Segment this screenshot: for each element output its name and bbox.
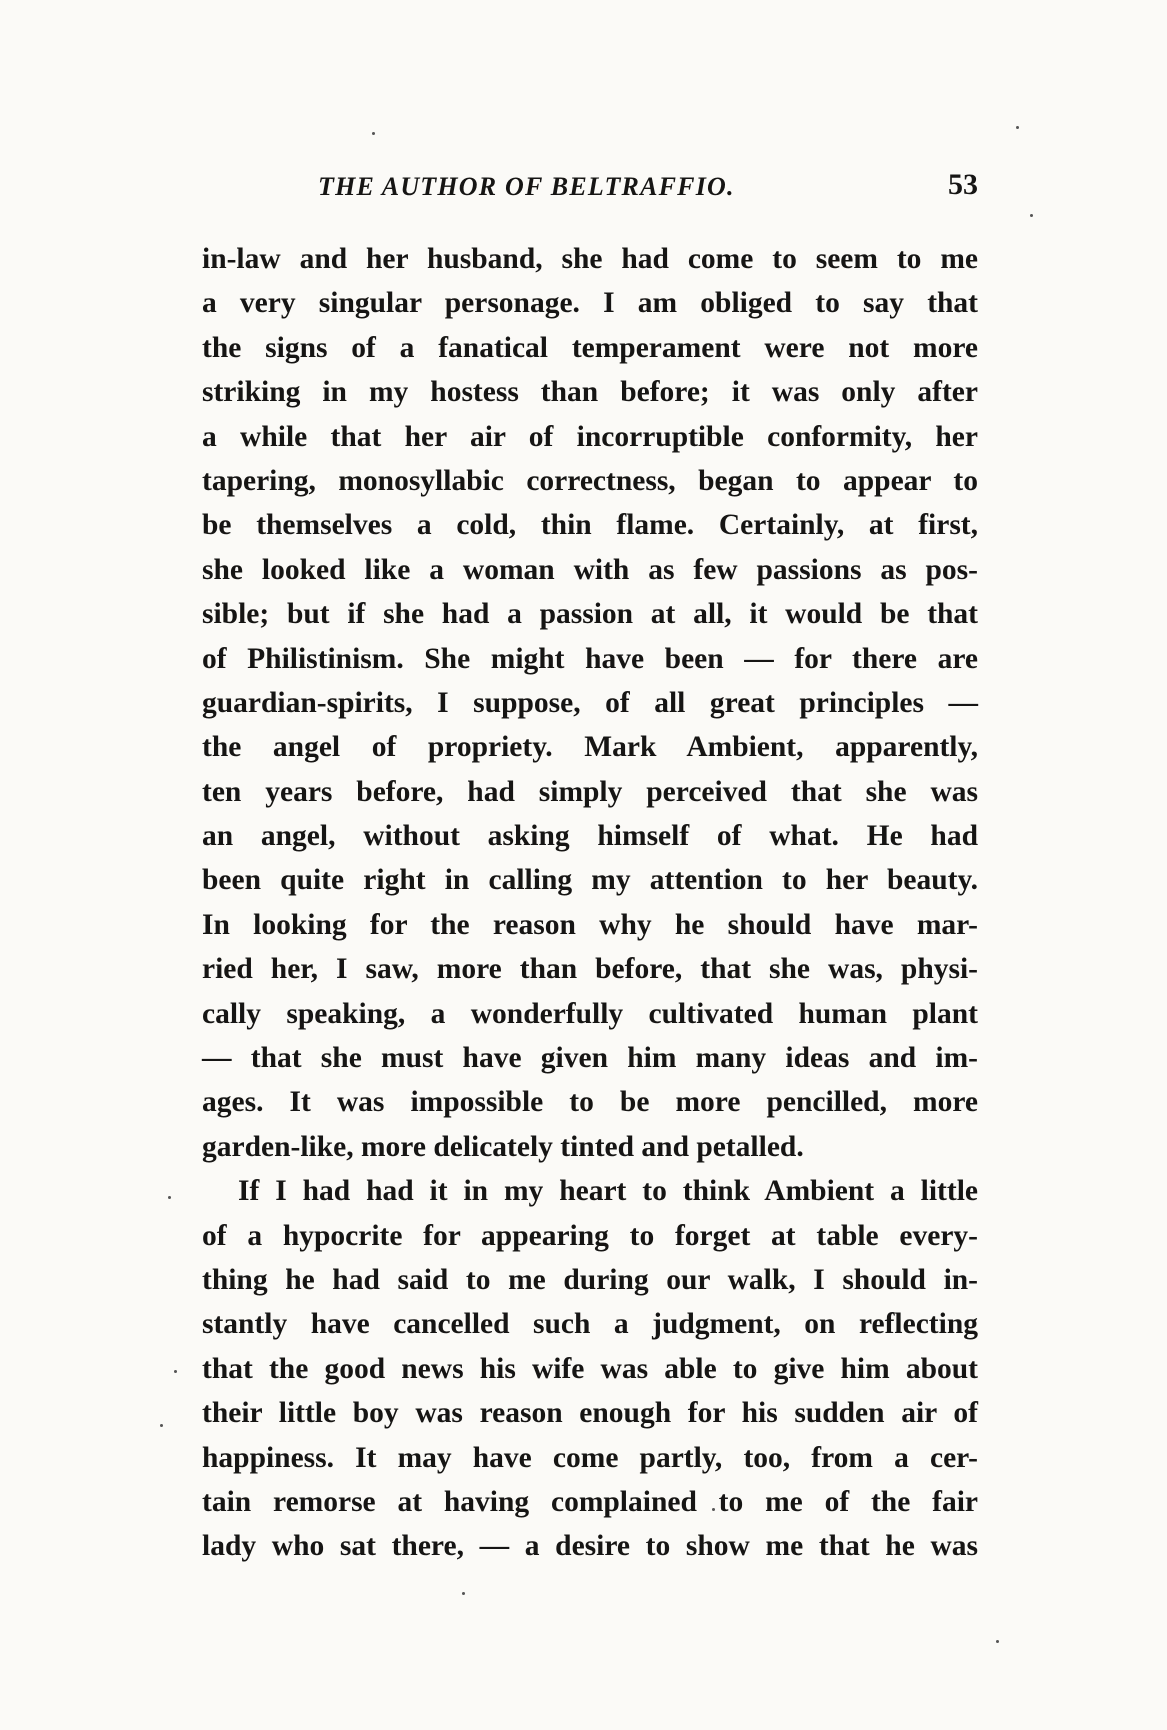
text-line: be themselves a cold, thin flame. Certainly, at first,: [202, 509, 978, 542]
page-number: 53: [948, 168, 978, 201]
running-title: THE AUTHOR OF BELTRAFFIO.: [318, 172, 735, 201]
text-line: of a hypocrite for appearing to forget at table every-: [202, 1219, 978, 1252]
ink-speck: [996, 1640, 999, 1643]
text-line: a very singular personage. I am obliged to say that: [202, 287, 978, 320]
text-line: that the good news his wife was able to give him about: [202, 1352, 978, 1385]
paragraph: [202, 1169, 978, 1569]
text-line: happiness. It may have come partly, too, from a cer-: [202, 1441, 978, 1474]
text-line: cally speaking, a wonderfully cultivated human plant: [202, 997, 978, 1030]
ink-speck: [462, 1592, 465, 1595]
text-line: the signs of a fanatical temperament were not more: [202, 331, 978, 364]
text-line: — that she must have given him many ideas and im-: [202, 1042, 978, 1075]
text-line: If I had had it in my heart to think Ambient a little: [238, 1175, 978, 1208]
text-line: an angel, without asking himself of what. He had: [202, 820, 978, 853]
ink-speck: [168, 1196, 171, 1199]
text-line: the angel of propriety. Mark Ambient, apparently,: [202, 731, 978, 764]
text-line: guardian-spirits, I suppose, of all great principles —: [202, 686, 978, 719]
running-head: [190, 168, 978, 208]
text-line: a while that her air of incorruptible conformity, her: [202, 420, 978, 453]
text-line: striking in my hostess than before; it was only after: [202, 376, 978, 409]
text-line: been quite right in calling my attention to her beauty.: [202, 864, 978, 897]
text-line: sible; but if she had a passion at all, it would be that: [202, 598, 978, 631]
ink-speck: [1030, 214, 1033, 217]
ink-speck: [1016, 126, 1019, 129]
paragraph: [202, 237, 978, 1169]
text-line: tapering, monosyllabic correctness, began to appear to: [202, 464, 978, 497]
ink-speck: [174, 1370, 177, 1373]
text-line: their little boy was reason enough for his sudden air of: [202, 1397, 978, 1430]
text-line: lady who sat there, — a desire to show me that he was: [202, 1530, 978, 1563]
text-line: ages. It was impossible to be more pencilled, more: [202, 1086, 978, 1119]
text-line: she looked like a woman with as few passions as pos-: [202, 553, 978, 586]
text-line: garden-like, more delicately tinted and petalled.: [202, 1130, 804, 1163]
body-text: [202, 237, 978, 1569]
text-line: ried her, I saw, more than before, that she was, physi-: [202, 953, 978, 986]
text-line: In looking for the reason why he should have mar-: [202, 908, 978, 941]
text-line: stantly have cancelled such a judgment, on reflecting: [202, 1308, 978, 1341]
text-line: ten years before, had simply perceived that she was: [202, 775, 978, 808]
text-line: tain remorse at having complained to me of the fair: [202, 1485, 978, 1518]
text-line: of Philistinism. She might have been — for there are: [202, 642, 978, 675]
text-line: in-law and her husband, she had come to seem to me: [202, 243, 978, 275]
ink-speck: [160, 1424, 163, 1427]
text-line: thing he had said to me during our walk, I should in-: [202, 1263, 978, 1296]
ink-speck: [372, 132, 375, 135]
